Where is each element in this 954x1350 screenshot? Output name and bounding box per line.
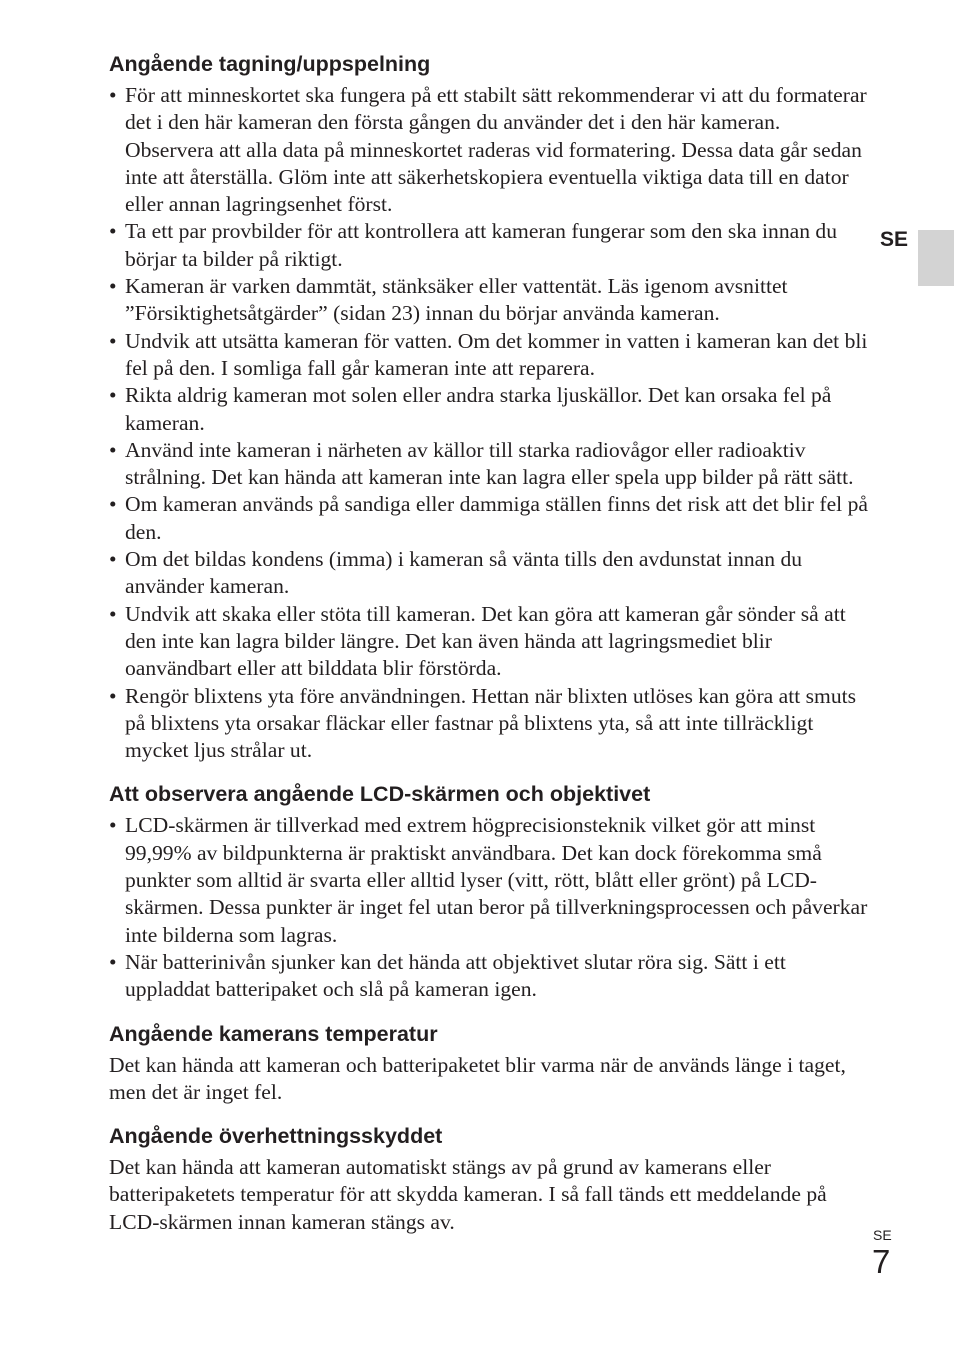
section-heading-lcd: Att observera angående LCD-skärmen och objektivet xyxy=(109,782,651,807)
list-item: • Ta ett par provbilder för att kontrollera att kameran fungerar som den ska innan du börjar ta bilder på riktigt. xyxy=(109,218,869,273)
list-item: • Undvik att skaka eller stöta till kameran. Det kan göra att kameran går sönder så att den inte kan lagra bilder längre. Det kan även hända att lagringsmediet blir oanvändbart eller att bilddata blir förstörda. xyxy=(109,601,869,683)
list-item: • Använd inte kameran i närheten av källor till starka radiovågor eller radioaktiv strålning. Det kan hända att kameran inte kan lagra eller spela upp bilder på rätt sätt. xyxy=(109,437,869,492)
list-item: • Undvik att utsätta kameran för vatten. Om det kommer in vatten i kameran kan det bli fel på den. I somliga fall går kameran inte att reparera. xyxy=(109,328,869,383)
footer-language-code: SE xyxy=(873,1227,892,1243)
language-tab xyxy=(918,230,954,286)
list-item: • Rengör blixtens yta före användningen. Hettan när blixten utlöses kan göra att smuts på blixtens yta orsakar fläckar eller fastnar på blixtens yta, så att inte tillräckligt mycket ljus strålar ut. xyxy=(109,683,869,765)
page-content xyxy=(109,50,869,1236)
bullet-list-lcd xyxy=(109,812,869,1003)
list-item: • För att minneskortet ska fungera på ett stabilt sätt rekommenderar vi att du formaterar det i den här kameran den första gången du använder det i den här kameran. Observera att alla data på minneskortet raderas vid formatering. Dessa data går sedan inte att återställa. Glöm inte att säkerhetskopiera eventuella viktiga data till en dator eller annan lagringsenhet först. xyxy=(109,82,869,218)
list-item: • Rikta aldrig kameran mot solen eller andra starka ljuskällor. Det kan orsaka fel på kameran. xyxy=(109,382,869,437)
section-heading-temperature: Angående kamerans temperatur xyxy=(109,1021,438,1046)
bullet-list-recording xyxy=(109,82,869,764)
list-item: • LCD-skärmen är tillverkad med extrem högprecisionsteknik vilket gör att minst 99,99% av bildpunkterna är praktiskt användbara. Det kan dock förekomma små punkter som alltid är svarta eller alltid lyser (vitt, rött, blått eller grönt) på LCD-skärmen. Dessa punkter är inget fel utan beror på tillverkningsprocessen och påverkar inte bilderna som lagras. xyxy=(109,812,869,948)
list-item: • När batterinivån sjunker kan det hända att objektivet slutar röra sig. Sätt i ett uppladdat batteripaket och slå på kameran igen. xyxy=(109,949,869,1004)
list-item: • Om det bildas kondens (imma) i kameran så vänta tills den avdunstat innan du använder kameran. xyxy=(109,546,869,601)
paragraph-overheating: Det kan hända att kameran automatiskt stängs av på grund av kamerans eller batteripaketets temperatur för att skydda kameran. I så fall tänds ett meddelande på LCD-skärmen innan kameran stängs av. xyxy=(109,1155,827,1234)
section-heading-overheating: Angående överhettningsskyddet xyxy=(109,1124,443,1149)
language-tab-label: SE xyxy=(880,228,909,251)
list-item: • Om kameran används på sandiga eller dammiga ställen finns det risk att det blir fel på den. xyxy=(109,491,869,546)
list-item: • Kameran är varken dammtät, stänksäker eller vattentät. Läs igenom avsnittet ”Försiktighetsåtgärder” (sidan 23) innan du börjar använda kameran. xyxy=(109,273,869,328)
page-number: 7 xyxy=(872,1243,891,1280)
section-heading-recording: Angående tagning/uppspelning xyxy=(109,52,431,76)
paragraph-temperature: Det kan hända att kameran och batteripaketet blir varma när de används länge i taget, men det är inget fel. xyxy=(109,1052,846,1104)
